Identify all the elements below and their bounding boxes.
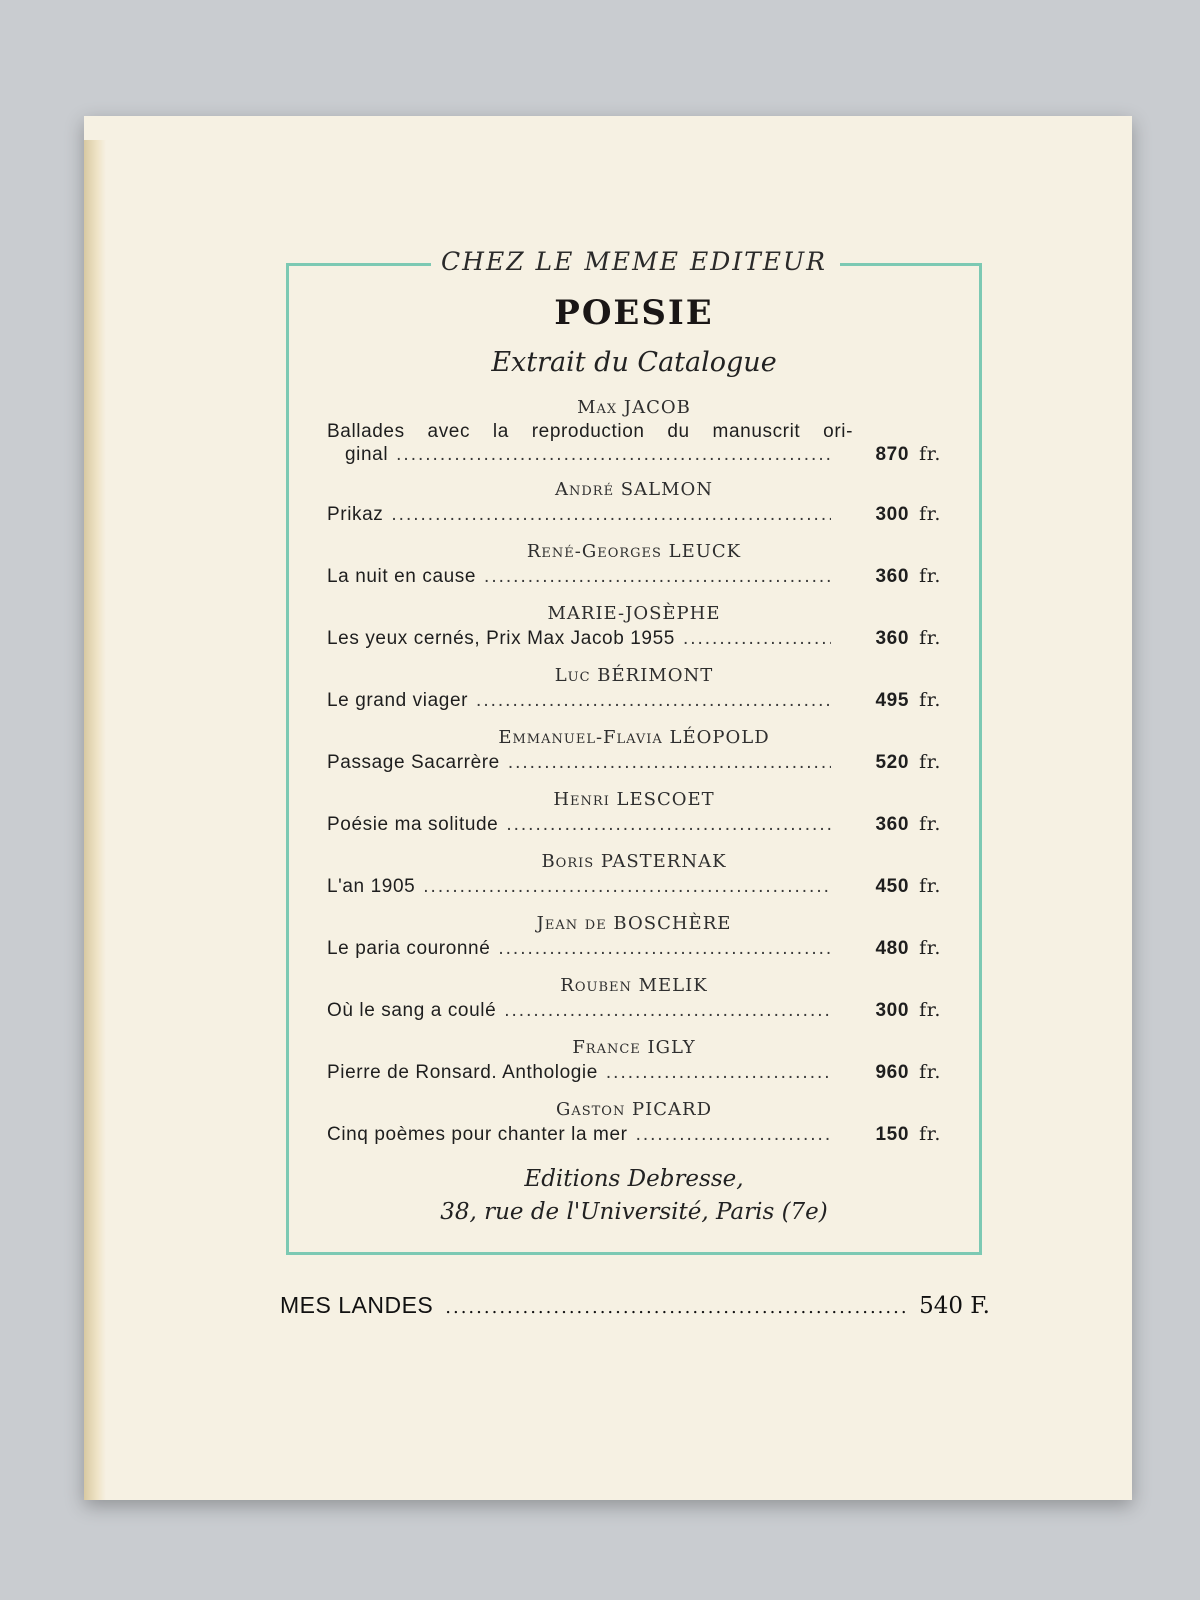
entry-currency: fr. (919, 1061, 941, 1083)
catalog-entries (327, 395, 941, 1159)
catalog-entry (327, 1097, 941, 1159)
entry-currency: fr. (919, 443, 941, 465)
leader-dots (396, 444, 831, 466)
entry-price: 360 (875, 566, 909, 587)
catalog-header: CHEZ LE MEME EDITEUR (441, 247, 827, 276)
leader-dots (606, 1062, 831, 1084)
leader-dots (498, 938, 831, 960)
entry-price: 870 (875, 444, 909, 465)
page-edge (84, 140, 106, 1500)
entry-price: 360 (875, 814, 909, 835)
entry-author: France IGLY (572, 1037, 696, 1058)
entry-price: 480 (875, 938, 909, 959)
catalog-entry (327, 601, 941, 663)
book-price: 540 F. (919, 1293, 990, 1319)
leader-dots (476, 690, 831, 712)
entry-author: André SALMON (554, 479, 714, 500)
catalog-title: POESIE (554, 293, 714, 333)
entry-price: 360 (875, 628, 909, 649)
entry-price: 520 (875, 752, 909, 773)
entry-work: Pierre de Ronsard. Anthologie (327, 1062, 598, 1083)
entry-currency: fr. (919, 503, 941, 525)
entry-currency: fr. (919, 565, 941, 587)
entry-work: Où le sang a coulé (327, 1000, 497, 1021)
entry-work: Prikaz (327, 504, 384, 525)
entry-work: Les yeux cernés, Prix Max Jacob 1955 (327, 628, 675, 649)
entry-work: ginal (345, 444, 389, 465)
catalog-entry (327, 663, 941, 725)
entry-currency: fr. (919, 813, 941, 835)
entry-price: 300 (875, 1000, 909, 1021)
entry-work: La nuit en cause (327, 566, 477, 587)
leader-dots (391, 504, 831, 526)
leader-dots (445, 1297, 907, 1318)
entry-work: Poésie ma solitude (327, 814, 499, 835)
entry-currency: fr. (919, 751, 941, 773)
entry-price: 300 (875, 504, 909, 525)
publisher-block (289, 1163, 979, 1229)
catalog-entry (327, 477, 941, 539)
catalog-entry (327, 787, 941, 849)
book-back-cover (84, 116, 1132, 1500)
leader-dots (504, 1000, 831, 1022)
entry-work: Passage Sacarrère (327, 752, 500, 773)
entry-author: Max JACOB (577, 397, 691, 418)
entry-author: Henri LESCOET (553, 789, 715, 810)
catalog-entry (327, 725, 941, 787)
entry-work: Le grand viager (327, 690, 469, 711)
leader-dots (636, 1124, 831, 1146)
entry-work: L'an 1905 (327, 876, 416, 897)
entry-currency: fr. (919, 875, 941, 897)
entry-currency: fr. (919, 999, 941, 1021)
entry-author: Rouben MELIK (560, 975, 708, 996)
catalog-subtitle: Extrait du Catalogue (491, 347, 777, 378)
entry-work: Cinq poèmes pour chanter la mer (327, 1124, 628, 1145)
leader-dots (506, 814, 831, 836)
leader-dots (683, 628, 831, 650)
entry-currency: fr. (919, 689, 941, 711)
catalog-entry (327, 973, 941, 1035)
entry-author: René-Georges LEUCK (526, 541, 742, 562)
book-price-line (280, 1292, 990, 1319)
publisher-name: Editions Debresse, (524, 1166, 744, 1192)
catalog-entry (327, 395, 941, 477)
catalog-entry (327, 911, 941, 973)
entry-author: MARIE-JOSÈPHE (547, 603, 721, 624)
catalog-entry (327, 539, 941, 601)
entry-currency: fr. (919, 1123, 941, 1145)
leader-dots (423, 876, 831, 898)
entry-work-line1: Ballades avec la reproduction du manuscrit ori- (327, 421, 853, 442)
entry-author: Luc BÉRIMONT (554, 665, 714, 686)
entry-currency: fr. (919, 937, 941, 959)
catalog-entry (327, 849, 941, 911)
entry-author: Gaston PICARD (555, 1099, 713, 1120)
book-title: MES LANDES (280, 1292, 434, 1318)
entry-work: Le paria couronné (327, 938, 491, 959)
entry-price: 495 (875, 690, 909, 711)
catalog-frame (286, 247, 982, 1255)
leader-dots (484, 566, 831, 588)
entry-price: 150 (875, 1124, 909, 1145)
publisher-address: 38, rue de l'Université, Paris (7e) (440, 1199, 828, 1225)
entry-price: 960 (875, 1062, 909, 1083)
entry-author: Boris PASTERNAK (541, 851, 727, 872)
entry-author: Emmanuel-Flavia LÉOPOLD (498, 727, 770, 748)
entry-currency: fr. (919, 627, 941, 649)
entry-author: Jean de BOSCHÈRE (536, 913, 732, 934)
entry-price: 450 (875, 876, 909, 897)
catalog-entry (327, 1035, 941, 1097)
leader-dots (508, 752, 831, 774)
